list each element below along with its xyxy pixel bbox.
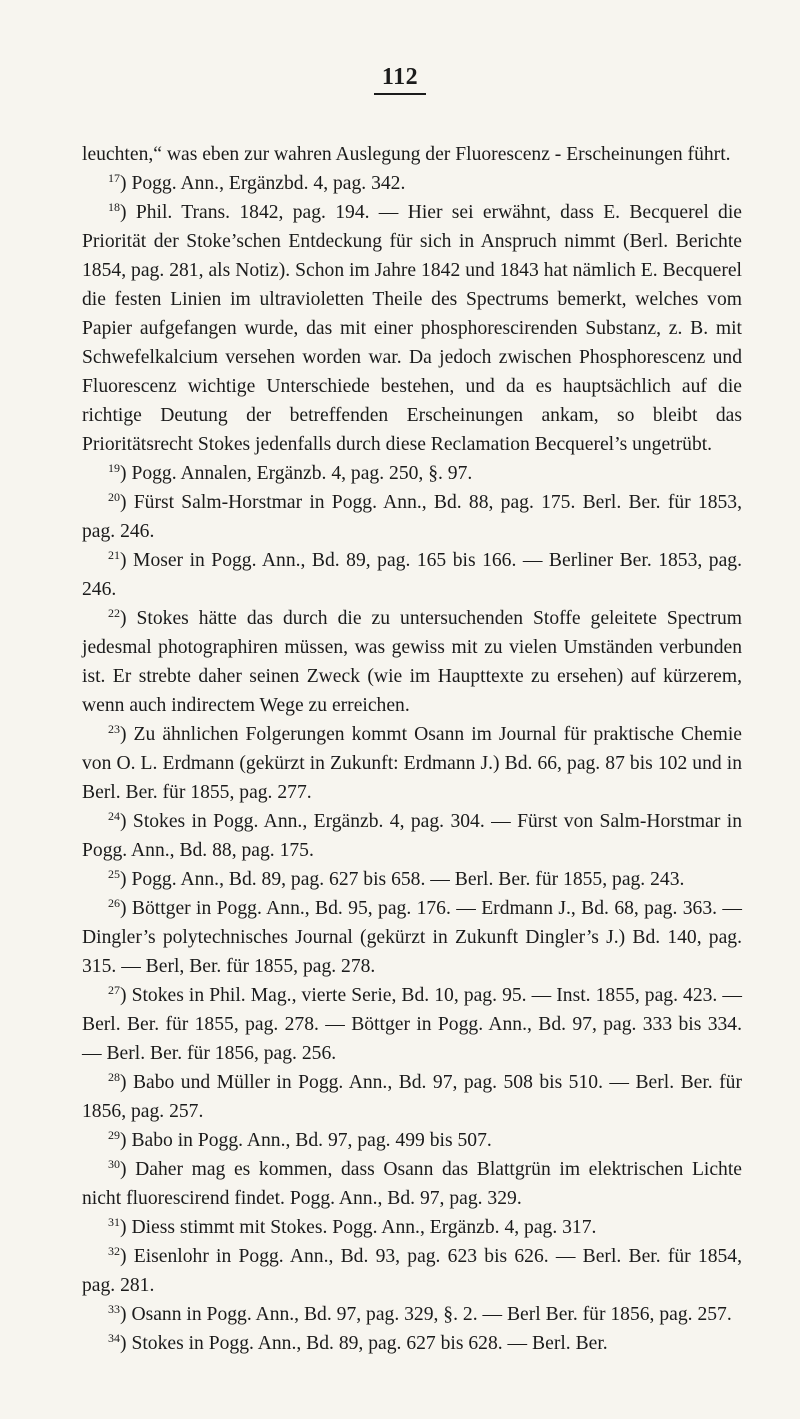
footnote-body: Stokes in Pogg. Ann., Bd. 89, pag. 627 bis 628. — Berl. Ber. [131,1333,608,1354]
footnote-body: Daher mag es kommen, dass Osann das Blattgrün im elektrischen Lichte nicht fluorescirend findet. Pogg. Ann., Bd. 97, pag. 329. [82,1159,742,1209]
footnote-marker: 31 [108,1215,120,1229]
footnote-marker: 18 [108,200,120,214]
footnote-24: $^{24}$) Stokes in Pogg. Ann., Ergänzb. 4, pag. 304. — Fürst von Salm-Horstmar in Pogg. Ann., Bd. 88, pag. 175. [82,809,742,861]
footnote-25: $^{25}$) Pogg. Ann., Bd. 89, pag. 627 bis 658. — Berl. Ber. für 1855, pag. 243. [108,867,685,890]
footnote-marker: 21 [108,548,120,562]
footnote-33: $^{33}$) Osann in Pogg. Ann., Bd. 97, pag. 329, §. 2. — Berl Ber. für 1856, pag. 257. [108,1302,732,1325]
footnote-marker: 25 [108,867,120,881]
footnote-body: Moser in Pogg. Ann., Bd. 89, pag. 165 bis 166. — Berliner Ber. 1853, pag. 246. [82,550,742,600]
footnote-27: $^{27}$) Stokes in Phil. Mag., vierte Serie, Bd. 10, pag. 95. — Inst. 1855, pag. 423. — Berl. Ber. für 1855, pag. 278. — Böttger in Pogg. Ann., Bd. 97, pag. 333 bis 334. — Berl. Ber. für 1856, pag. 256. [82,983,742,1064]
footnote-body: Pogg. Annalen, Ergänzb. 4, pag. 250, §. 97. [131,463,473,484]
footnote-marker: 26 [108,896,120,910]
footnote-21: $^{21}$) Moser in Pogg. Ann., Bd. 89, pag. 165 bis 166. — Berliner Ber. 1853, pag. 246. [82,548,742,600]
footnote-text-block [82,140,742,1358]
footnote-17: $^{17}$) Pogg. Ann., Ergänzbd. 4, pag. 342. [108,171,406,194]
footnote-marker: 20 [108,490,120,504]
footnote-29: $^{29}$) Babo in Pogg. Ann., Bd. 97, pag. 499 bis 507. [108,1128,492,1151]
footnote-marker: 32 [108,1244,120,1258]
footnote-body: Pogg. Ann., Ergänzbd. 4, pag. 342. [131,173,406,194]
footnote-body: Stokes in Pogg. Ann., Ergänzb. 4, pag. 304. — Fürst von Salm-Horstmar in Pogg. Ann., Bd. 88, pag. 175. [82,811,742,861]
footnote-26: $^{26}$) Böttger in Pogg. Ann., Bd. 95, pag. 176. — Erdmann J., Bd. 68, pag. 363. — Dingler’s polytechnisches Journal (gekürzt in Zukunft Dingler’s J.) Bd. 140, pag. 315. — Berl, Ber. für 1855, pag. 278. [82,896,742,977]
footnote-marker: 17 [108,171,120,185]
footnote-body: Babo und Müller in Pogg. Ann., Bd. 97, pag. 508 bis 510. — Berl. Ber. für 1856, pag. 257. [82,1072,742,1122]
continued-paragraph: leuchten,“ was eben zur wahren Auslegung der Fluorescenz - Erscheinungen führt. [82,144,731,165]
footnote-body: Pogg. Ann., Bd. 89, pag. 627 bis 658. — Berl. Ber. für 1855, pag. 243. [131,869,685,890]
footnote-22: $^{22}$) Stokes hätte das durch die zu untersuchenden Stoffe geleitete Spectrum jedesmal photographiren müssen, was gewiss mit zu vielen Umständen verbunden ist. Er strebte daher seinen Zweck (wie im Haupttexte zu ersehen) auf kürzerem, wenn auch indirectem Wege zu erreichen. [82,606,742,716]
footnote-body: Osann in Pogg. Ann., Bd. 97, pag. 329, §. 2. — Berl Ber. für 1856, pag. 257. [131,1304,732,1325]
footnote-marker: 23 [108,722,120,736]
footnote-marker: 33 [108,1302,120,1316]
footnote-body: Babo in Pogg. Ann., Bd. 97, pag. 499 bis 507. [131,1130,492,1151]
page-number: 112 [0,64,800,95]
footnote-body: Zu ähnlichen Folgerungen kommt Osann im Journal für praktische Chemie von O. L. Erdmann (gekürzt in Zukunft: Erdmann J.) Bd. 66, pag. 87 bis 102 und in Berl. Ber. für 1855, pag. 277. [82,724,742,803]
footnote-body: Eisenlohr in Pogg. Ann., Bd. 93, pag. 623 bis 626. — Berl. Ber. für 1854, pag. 281. [82,1246,742,1296]
footnote-20: $^{20}$) Fürst Salm-Horstmar in Pogg. Ann., Bd. 88, pag. 175. Berl. Ber. für 1853, pag. 246. [82,490,742,542]
footnote-31: $^{31}$) Diess stimmt mit Stokes. Pogg. Ann., Ergänzb. 4, pag. 317. [108,1215,597,1238]
footnote-body: Phil. Trans. 1842, pag. 194. — Hier sei erwähnt, dass E. Becquerel die Priorität der Stoke’schen Entdeckung für sich in Anspruch nimmt (Berl. Berichte 1854, pag. 281, als Notiz). Schon im Jahre 1842 und 1843 hat nämlich E. Becquerel die festen Linien im ultravioletten Theile des Spectrums bemerkt, welches vom Papier aufgefangen wurde, das mit einer phosphorescirenden Substanz, z. B. mit Schwefelkalcium versehen worden war. Da jedoch zwischen Phosphorescenz und Fluorescenz wichtige Unterschiede bestehen, und da es hauptsächlich auf die richtige Deutung der betreffenden Erscheinungen ankam, so bleibt das Prioritätsrecht Stokes jedenfalls durch diese Reclamation Becquerel’s ungetrübt. [82,202,742,455]
footnote-28: $^{28}$) Babo und Müller in Pogg. Ann., Bd. 97, pag. 508 bis 510. — Berl. Ber. für 1856, pag. 257. [82,1070,742,1122]
footnote-30: $^{30}$) Daher mag es kommen, dass Osann das Blattgrün im elektrischen Lichte nicht fluorescirend findet. Pogg. Ann., Bd. 97, pag. 329. [82,1157,742,1209]
footnote-marker: 34 [108,1331,120,1345]
footnote-19: $^{19}$) Pogg. Annalen, Ergänzb. 4, pag. 250, §. 97. [108,461,473,484]
footnote-34: $^{34}$) Stokes in Pogg. Ann., Bd. 89, pag. 627 bis 628. — Berl. Ber. [108,1331,608,1354]
footnote-body: Böttger in Pogg. Ann., Bd. 95, pag. 176. — Erdmann J., Bd. 68, pag. 363. — Dingler’s polytechnisches Journal (gekürzt in Zukunft Dingler’s J.) Bd. 140, pag. 315. — Berl, Ber. für 1855, pag. 278. [82,898,742,977]
footnote-body: Stokes in Phil. Mag., vierte Serie, Bd. 10, pag. 95. — Inst. 1855, pag. 423. — Berl. Ber. für 1855, pag. 278. — Böttger in Pogg. Ann., Bd. 97, pag. 333 bis 334. — Berl. Ber. für 1856, pag. 256. [82,985,742,1064]
footnote-18: $^{18}$) Phil. Trans. 1842, pag. 194. — Hier sei erwähnt, dass E. Becquerel die Priorität der Stoke’schen Entdeckung für sich in Anspruch nimmt (Berl. Berichte 1854, pag. 281, als Notiz). Schon im Jahre 1842 und 1843 hat nämlich E. Becquerel die festen Linien im ultravioletten Theile des Spectrums bemerkt, welches vom Papier aufgefangen wurde, das mit einer phosphorescirenden Substanz, z. B. mit Schwefelkalcium versehen worden war. Da jedoch zwischen Phosphorescenz und Fluorescenz wichtige Unterschiede bestehen, und da es hauptsächlich auf die richtige Deutung der betreffenden Erscheinungen ankam, so bleibt das Prioritätsrecht Stokes jedenfalls durch diese Reclamation Becquerel’s ungetrübt. [82,200,742,455]
footnote-marker: 22 [108,606,120,620]
footnote-32: $^{32}$) Eisenlohr in Pogg. Ann., Bd. 93, pag. 623 bis 626. — Berl. Ber. für 1854, pag. 281. [82,1244,742,1296]
footnote-body: Fürst Salm-Horstmar in Pogg. Ann., Bd. 88, pag. 175. Berl. Ber. für 1853, pag. 246. [82,492,742,542]
footnote-marker: 30 [108,1157,120,1171]
footnote-23: $^{23}$) Zu ähnlichen Folgerungen kommt Osann im Journal für praktische Chemie von O. L. Erdmann (gekürzt in Zukunft: Erdmann J.) Bd. 66, pag. 87 bis 102 und in Berl. Ber. für 1855, pag. 277. [82,722,742,803]
footnote-marker: 28 [108,1070,120,1084]
footnote-marker: 24 [108,809,120,823]
footnote-body: Diess stimmt mit Stokes. Pogg. Ann., Ergänzb. 4, pag. 317. [131,1217,597,1238]
footnote-marker: 19 [108,461,120,475]
footnote-body: Stokes hätte das durch die zu untersuchenden Stoffe geleitete Spectrum jedesmal photographiren müssen, was gewiss mit zu vielen Umständen verbunden ist. Er strebte daher seinen Zweck (wie im Haupttexte zu ersehen) auf kürzerem, wenn auch indirectem Wege zu erreichen. [82,608,742,716]
footnote-marker: 27 [108,983,120,997]
footnote-marker: 29 [108,1128,120,1142]
